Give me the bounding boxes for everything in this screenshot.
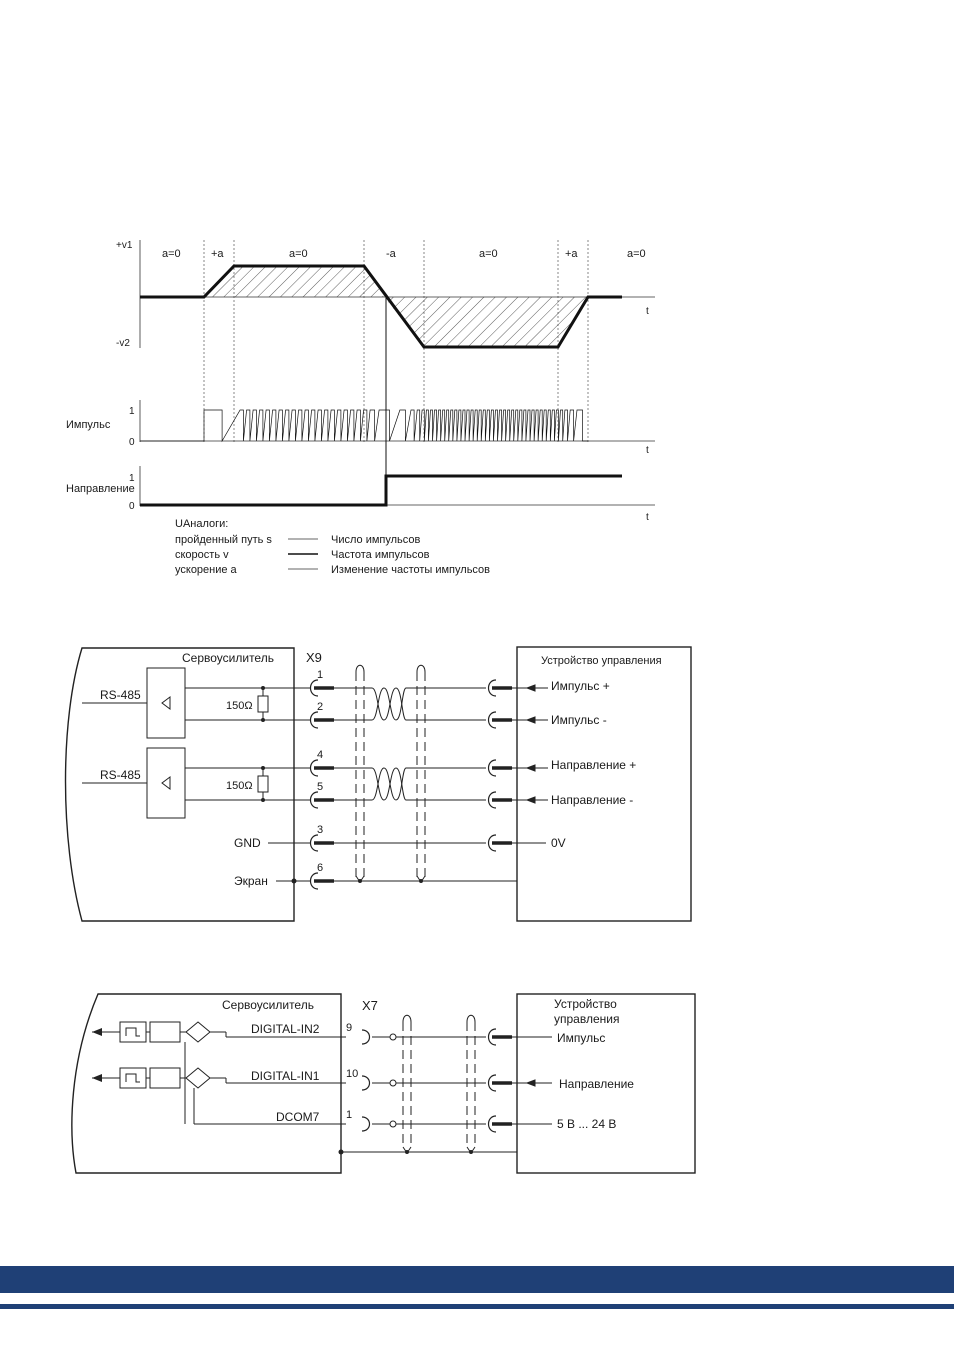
pin-number: 9 (346, 1022, 353, 1034)
rs485-label: RS-485 (100, 688, 141, 702)
rs485-wiring-diagram (0, 630, 954, 930)
connector-label: X7 (362, 998, 378, 1013)
connector-label: X9 (306, 650, 322, 665)
direction-signal (140, 476, 622, 505)
t-label: t (646, 512, 649, 523)
timing-diagram (0, 0, 954, 600)
direction-label: Направление (66, 483, 135, 495)
digital-input-wiring-diagram (0, 980, 954, 1180)
phase-label: a=0 (162, 248, 181, 260)
pin-number: 3 (317, 824, 324, 836)
legend-left: пройденный путь s (175, 534, 272, 546)
legend-right: Частота импульсов (331, 549, 430, 561)
pin-number: 4 (317, 749, 324, 761)
pin-number: 1 (346, 1109, 353, 1121)
pin-number: 2 (317, 701, 324, 713)
rs485-label: RS-485 (100, 768, 141, 782)
resistor-label: 150Ω (226, 780, 253, 792)
pin-number: 5 (317, 781, 324, 793)
footer-line (0, 1304, 954, 1309)
footer-band (0, 1266, 954, 1293)
pulse-label: Импульс (66, 419, 111, 431)
legend-heading: UАналоги: (175, 518, 229, 530)
signal-label: Импульс + (551, 679, 610, 693)
legend-left: скорость v (175, 549, 229, 561)
v-plus-label: +v1 (116, 240, 133, 251)
pin-number: 1 (317, 669, 324, 681)
signal-label: 5 В ... 24 В (557, 1117, 617, 1131)
negative-area (384, 297, 588, 347)
pulse-zero: 0 (129, 437, 135, 448)
shield-label: Экран (234, 874, 268, 888)
legend-left: ускорение a (175, 564, 237, 576)
servo-title: Сервоусилитель (182, 651, 274, 665)
input-label: DCOM7 (276, 1110, 320, 1124)
legend-right: Изменение частоты импульсов (331, 564, 491, 576)
signal-label: Направление (559, 1077, 634, 1091)
legend-right: Число импульсов (331, 534, 421, 546)
signal-label: Направление - (551, 793, 634, 807)
t-label: t (646, 445, 649, 456)
t-label: t (646, 306, 649, 317)
controller-title: управления (554, 1012, 620, 1026)
direction-one: 1 (129, 473, 135, 484)
pin-number: 6 (317, 862, 324, 874)
controller-title: Устройство управления (541, 655, 662, 667)
phase-label: +a (211, 248, 224, 260)
phase-label: a=0 (479, 248, 498, 260)
gnd-label: GND (234, 836, 261, 850)
signal-label: Импульс - (551, 713, 607, 727)
phase-label: a=0 (289, 248, 308, 260)
signal-label: 0V (551, 836, 566, 850)
controller-title: Устройство (554, 997, 617, 1011)
signal-label: Импульс (557, 1031, 606, 1045)
servo-title: Сервоусилитель (222, 998, 314, 1012)
resistor-label: 150Ω (226, 700, 253, 712)
v-minus-label: -v2 (116, 338, 130, 349)
phase-label: -a (386, 248, 396, 260)
pulse-one: 1 (129, 406, 135, 417)
input-label: DIGITAL-IN1 (251, 1069, 320, 1083)
phase-label: a=0 (627, 248, 646, 260)
direction-zero: 0 (129, 501, 135, 512)
input-label: DIGITAL-IN2 (251, 1022, 320, 1036)
pin-number: 10 (346, 1068, 359, 1080)
signal-label: Направление + (551, 758, 637, 772)
phase-label: +a (565, 248, 578, 260)
